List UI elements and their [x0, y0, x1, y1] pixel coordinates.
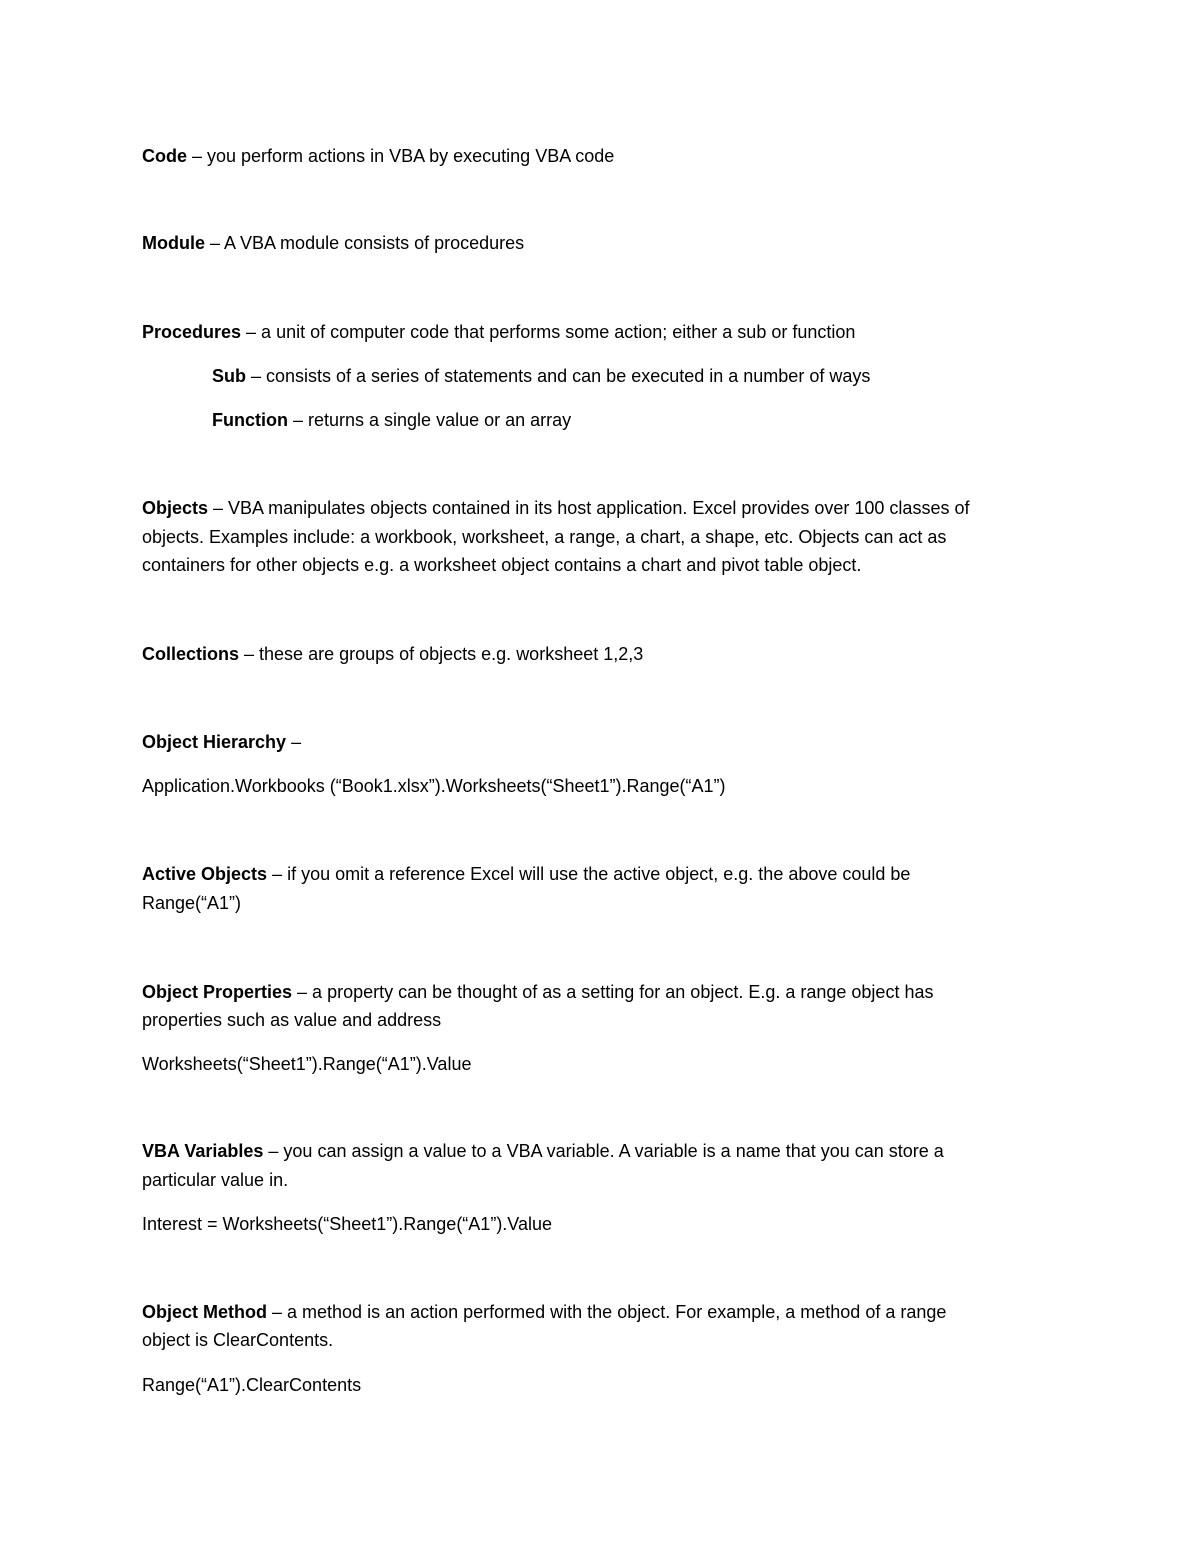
hierarchy-definition: – [286, 732, 302, 752]
hierarchy-example: Application.Workbooks (“Book1.xlsx”).Worksheets(“Sheet1”).Range(“A1”) [142, 776, 726, 796]
code-definition: – you perform actions in VBA by executing VBA code [187, 146, 615, 166]
method-paragraph-line-2: object is ClearContents. [142, 1330, 334, 1350]
hierarchy-term: Object Hierarchy [142, 732, 287, 752]
procedures-term: Procedures [142, 322, 242, 342]
procedures-definition: – a unit of computer code that performs some action; either a sub or function [241, 322, 856, 342]
variables-example: Interest = Worksheets(“Sheet1”).Range(“A1”).Value [142, 1214, 553, 1234]
module-paragraph [142, 229, 524, 257]
sub-term: Sub [212, 366, 246, 386]
collections-definition: – these are groups of objects e.g. worksheet 1,2,3 [239, 644, 644, 664]
sub-paragraph [212, 362, 870, 390]
properties-paragraph-line-1 [142, 978, 933, 1006]
method-example: Range(“A1”).ClearContents [142, 1375, 362, 1395]
module-term: Module [142, 233, 205, 253]
function-definition: – returns a single value or an array [287, 410, 572, 430]
objects-paragraph-line-1 [142, 494, 969, 522]
active-objects-term: Active Objects [142, 864, 268, 884]
variables-definition-line-1: – you can assign a value to a VBA variable. A variable is a name that you can store a [263, 1141, 944, 1161]
properties-paragraph-line-2: properties such as value and address [142, 1010, 442, 1030]
properties-example: Worksheets(“Sheet1”).Range(“A1”).Value [142, 1054, 472, 1074]
method-term: Object Method [142, 1302, 267, 1322]
function-paragraph [212, 406, 571, 434]
code-term: Code [142, 146, 187, 166]
objects-term: Objects [142, 498, 209, 518]
hierarchy-paragraph [142, 728, 301, 756]
code-paragraph [142, 142, 614, 170]
method-paragraph-line-1 [142, 1298, 946, 1326]
active-objects-definition-line-1: – if you omit a reference Excel will use the active object, e.g. the above could be [267, 864, 911, 884]
active-objects-paragraph-line-2: Range(“A1”) [142, 893, 242, 913]
collections-paragraph [142, 640, 643, 668]
sub-definition: – consists of a series of statements and can be executed in a number of ways [246, 366, 871, 386]
objects-paragraph-line-2: objects. Examples include: a workbook, worksheet, a range, a chart, a shape, etc. Objects can act as [142, 527, 947, 547]
objects-definition-line-1: – VBA manipulates objects contained in its host application. Excel provides over 100 classes of [208, 498, 970, 518]
variables-paragraph-line-1 [142, 1137, 944, 1165]
active-objects-paragraph-line-1 [142, 860, 910, 888]
objects-paragraph-line-3: containers for other objects e.g. a worksheet object contains a chart and pivot table object. [142, 555, 862, 575]
function-term: Function [212, 410, 288, 430]
variables-paragraph-line-2: particular value in. [142, 1170, 289, 1190]
module-definition: – A VBA module consists of procedures [205, 233, 525, 253]
collections-term: Collections [142, 644, 240, 664]
properties-definition-line-1: – a property can be thought of as a setting for an object. E.g. a range object has [292, 982, 934, 1002]
method-definition-line-1: – a method is an action performed with the object. For example, a method of a range [267, 1302, 947, 1322]
variables-term: VBA Variables [142, 1141, 264, 1161]
procedures-paragraph [142, 318, 855, 346]
properties-term: Object Properties [142, 982, 293, 1002]
